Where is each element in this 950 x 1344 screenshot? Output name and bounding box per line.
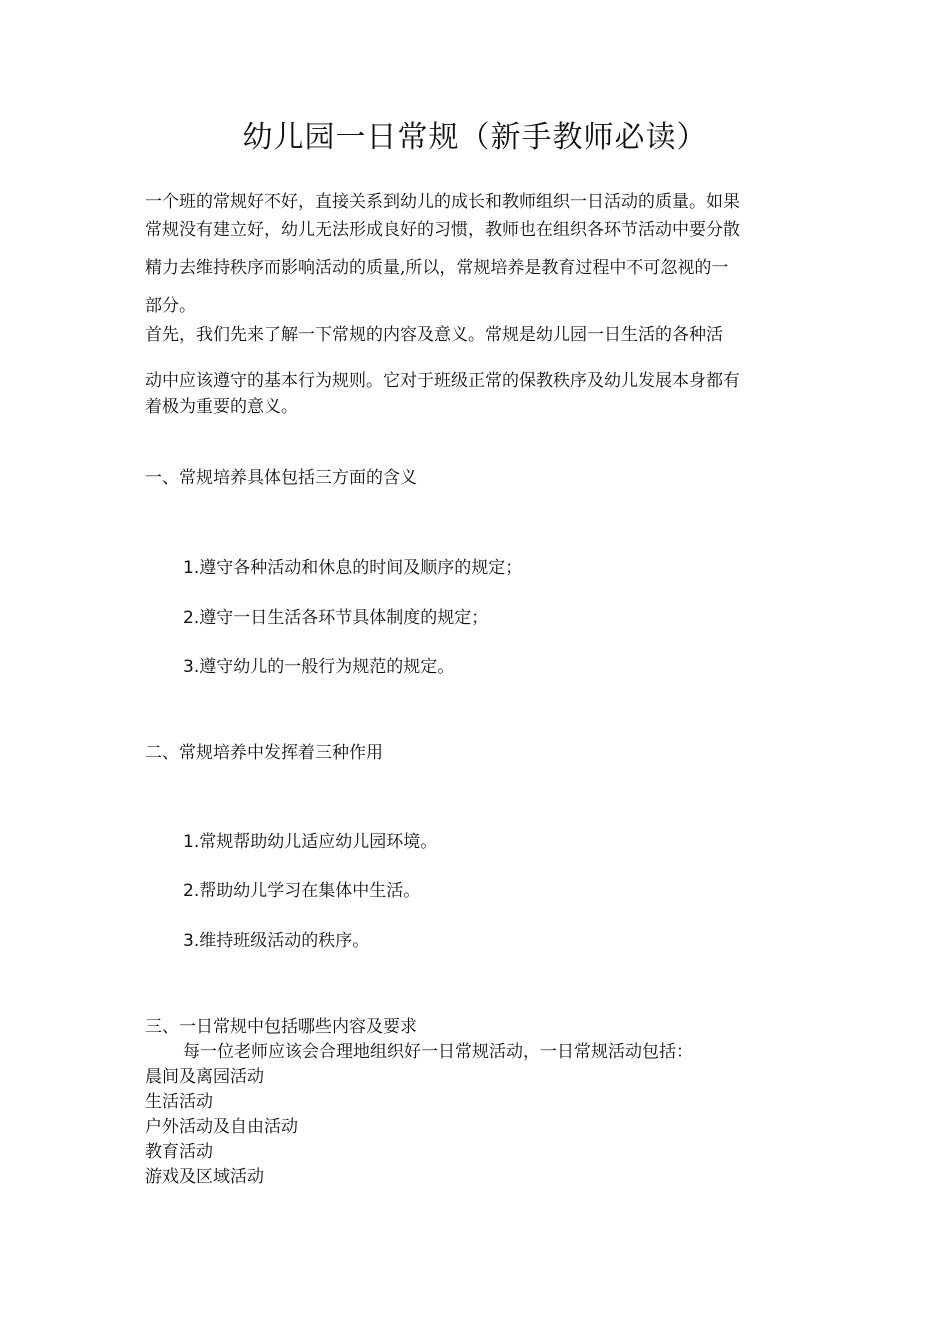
section-3-heading: 三、一日常规中包括哪些内容及要求 [145, 1017, 417, 1037]
item-number: 1. [183, 832, 200, 852]
section-2-item-2 [183, 876, 420, 901]
item-text: 遵守各种活动和休息的时间及顺序的规定； [199, 558, 523, 578]
item-number: 2. [183, 608, 200, 628]
activity-list-item: 晨间及离园活动 [145, 1067, 264, 1087]
item-number: 2. [183, 881, 200, 901]
intro-line-5: 首先，我们先来了解一下常规的内容及意义。常规是幼儿园一日生活的各种活 [145, 325, 723, 345]
section-3-lead: 每一位老师应该会合理地组织好一日常规活动，一日常规活动包括： [183, 1042, 693, 1062]
activity-list-item: 游戏及区域活动 [145, 1167, 264, 1187]
section-1-heading: 一、常规培养具体包括三方面的含义 [145, 468, 417, 488]
section-1-item-1 [183, 553, 522, 578]
activity-list-item: 教育活动 [145, 1142, 213, 1162]
section-2-item-1 [183, 827, 437, 852]
intro-line-2: 常规没有建立好，幼儿无法形成良好的习惯，教师也在组织各环节活动中要分散 [145, 220, 740, 240]
page-title: 幼儿园一日常规（新手教师必读） [242, 120, 708, 155]
section-2-item-3 [183, 926, 369, 951]
intro-line-4: 部分。 [145, 296, 196, 316]
intro-line-7: 着极为重要的意义。 [145, 397, 298, 417]
item-number: 3. [183, 931, 200, 951]
section-1-item-3 [183, 652, 454, 677]
activity-list-item: 户外活动及自由活动 [145, 1117, 298, 1137]
item-text: 遵守幼儿的一般行为规范的规定。 [199, 657, 455, 677]
item-text: 常规帮助幼儿适应幼儿园环境。 [199, 832, 438, 852]
section-2-heading: 二、常规培养中发挥着三种作用 [145, 743, 383, 763]
item-number: 1. [183, 558, 200, 578]
intro-line-3: 精力去维持秩序而影响活动的质量,所以，常规培养是教育过程中不可忽视的一 [145, 258, 729, 278]
section-1-item-2 [183, 603, 488, 628]
activity-list-item: 生活活动 [145, 1092, 213, 1112]
item-text: 维持班级活动的秩序。 [199, 931, 370, 951]
intro-line-6: 动中应该遵守的基本行为规则。它对于班级正常的保教秩序及幼儿发展本身都有 [145, 371, 740, 391]
item-text: 遵守一日生活各环节具体制度的规定； [199, 608, 489, 628]
item-text: 帮助幼儿学习在集体中生活。 [199, 881, 421, 901]
intro-line-1: 一个班的常规好不好，直接关系到幼儿的成长和教师组织一日活动的质量。如果 [145, 192, 740, 212]
item-number: 3. [183, 657, 200, 677]
